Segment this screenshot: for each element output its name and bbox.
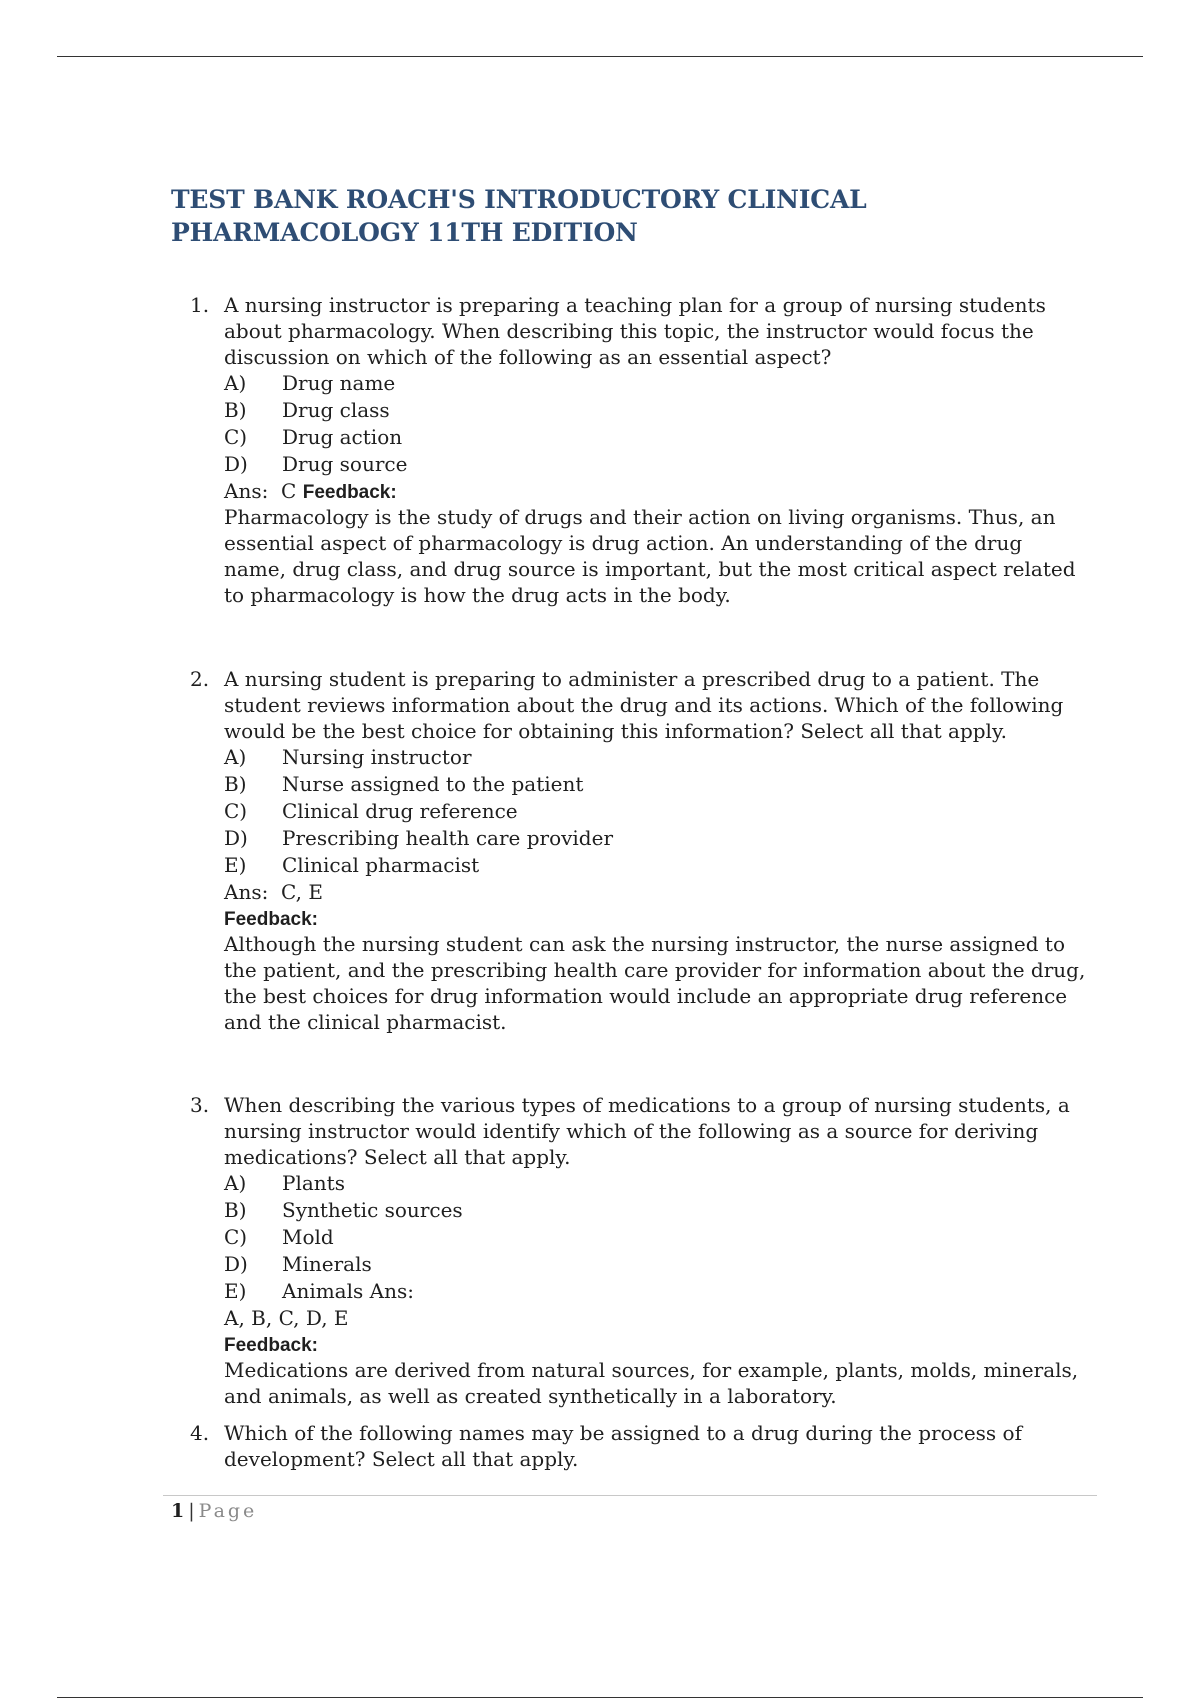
question-4 bbox=[190, 1420, 1090, 1472]
answer-value: C, E bbox=[281, 880, 323, 904]
option-e: E) Clinical pharmacist bbox=[224, 853, 480, 877]
document-title: TEST BANK ROACH'S INTRODUCTORY CLINICAL PHARMACOLOGY 11TH EDITION bbox=[171, 185, 867, 247]
feedback-label: Feedback: bbox=[224, 909, 318, 930]
option-c: C) Mold bbox=[224, 1225, 334, 1249]
answer-line bbox=[224, 478, 1090, 504]
option-a: A) Nursing instructor bbox=[224, 745, 472, 769]
option-e: E) Animals Ans: bbox=[224, 1279, 414, 1303]
feedback-text: Although the nursing student can ask the nursing instructor, the nurse assigned to the patient, and the prescribing health care provider for information about the drug, the best choices for drug information would include an appropriate drug reference and the clinical pharmacist. bbox=[224, 932, 1086, 1034]
option-b: B) Drug class bbox=[224, 398, 390, 422]
question-number: 2. bbox=[190, 667, 210, 691]
top-rule bbox=[57, 56, 1143, 57]
question-text: A nursing instructor is preparing a teaching plan for a group of nursing students about pharmacology. When describing this topic, the instructor would focus the discussion on which of the following as an essential aspect? bbox=[224, 293, 1046, 369]
option-c: C) Drug action bbox=[224, 425, 403, 449]
question-1 bbox=[190, 292, 1090, 608]
question-text: Which of the following names may be assigned to a drug during the process of development? Select all that apply. bbox=[224, 1421, 1022, 1471]
question-number: 3. bbox=[190, 1093, 210, 1117]
bottom-rule bbox=[57, 1697, 1143, 1698]
feedback-label: Feedback: bbox=[302, 482, 397, 503]
feedback-label: Feedback: bbox=[224, 1335, 318, 1356]
option-d: D) Minerals bbox=[224, 1252, 372, 1276]
feedback-text: Medications are derived from natural sources, for example, plants, molds, minerals, and animals, as well as created synthetically in a laboratory. bbox=[224, 1358, 1079, 1408]
question-3 bbox=[190, 1092, 1090, 1409]
option-b: B) Synthetic sources bbox=[224, 1198, 463, 1222]
answer-value: A, B, C, D, E bbox=[224, 1306, 349, 1330]
option-b: B) Nurse assigned to the patient bbox=[224, 772, 584, 796]
answer-prefix: Ans: bbox=[224, 479, 269, 503]
answer-line bbox=[224, 879, 1090, 905]
answer-prefix: Ans: bbox=[224, 880, 269, 904]
option-a: A) Drug name bbox=[224, 371, 396, 395]
option-d: D) Prescribing health care provider bbox=[224, 826, 614, 850]
question-2 bbox=[190, 666, 1090, 1035]
page-number: 1 bbox=[171, 1500, 185, 1522]
feedback-label-line bbox=[224, 1331, 1090, 1357]
footer-rule bbox=[163, 1495, 1097, 1496]
question-text: A nursing student is preparing to administer a prescribed drug to a patient. The student reviews information about the drug and its actions. Which of the following would be the best choice for obtaining this information? Select all that apply. bbox=[224, 667, 1064, 743]
question-number: 4. bbox=[190, 1421, 210, 1445]
feedback-text: Pharmacology is the study of drugs and their action on living organisms. Thus, an essential aspect of pharmacology is drug action. An understanding of the drug name, drug class, and drug source is important, but the most critical aspect related to pharmacology is how the drug acts in the body. bbox=[224, 505, 1076, 607]
footer-separator: | bbox=[188, 1500, 195, 1522]
option-a: A) Plants bbox=[224, 1171, 345, 1195]
option-c: C) Clinical drug reference bbox=[224, 799, 518, 823]
option-d: D) Drug source bbox=[224, 452, 408, 476]
page-label: Page bbox=[198, 1500, 258, 1522]
question-text: When describing the various types of medications to a group of nursing students, a nursing instructor would identify which of the following as a source for deriving medications? Select all that apply. bbox=[224, 1093, 1070, 1169]
page-footer bbox=[171, 1500, 257, 1522]
question-number: 1. bbox=[190, 293, 210, 317]
feedback-label-line bbox=[224, 905, 1090, 931]
answer-value: C bbox=[281, 479, 297, 503]
